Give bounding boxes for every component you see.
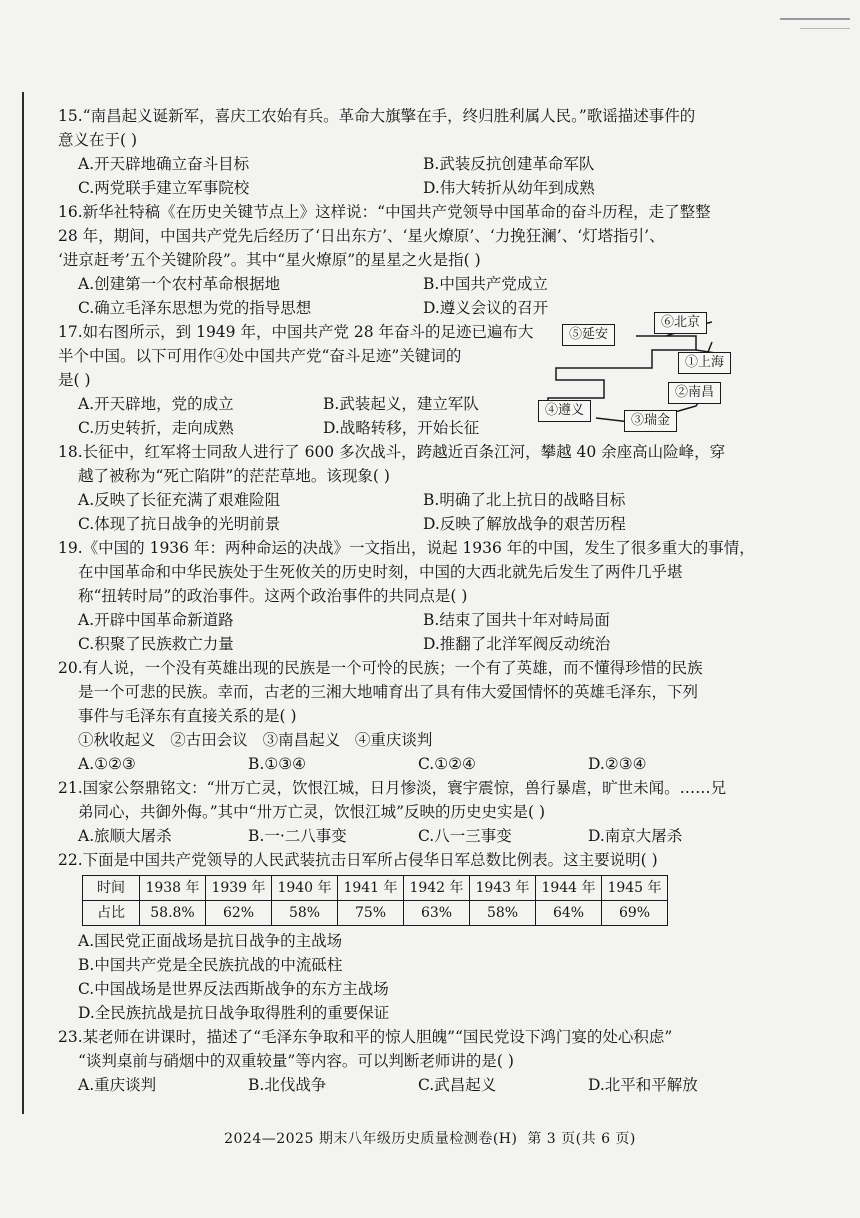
option-a[interactable]: A.国民党正面战场是抗日战争的主战场 — [78, 932, 343, 950]
question-16 — [58, 200, 758, 320]
table-cell: 69% — [602, 901, 668, 926]
route-map-figure — [536, 315, 758, 438]
option-d[interactable]: D.伟大转折从幼年到成熟 — [423, 179, 595, 197]
options — [58, 272, 758, 320]
table-cell: 58% — [272, 901, 338, 926]
table-cell: 63% — [404, 901, 470, 926]
option-a[interactable]: A.开天辟地确立奋斗目标 — [78, 155, 250, 173]
question-stem-line: 称“扭转时局”的政治事件。这两个政治事件的共同点是( ) — [78, 587, 468, 605]
table-cell: 1942 年 — [404, 876, 470, 901]
option-c[interactable]: C.①②④ — [418, 755, 476, 773]
question-stem-line: 越了被称为“死亡陷阱”的茫茫草地。该现象( ) — [78, 467, 390, 485]
options — [58, 152, 758, 200]
page-footer: 2024—2025 期末八年级历史质量检测卷(H) 第 3 页(共 6 页) — [224, 1131, 636, 1147]
map-label-shanghai: ①上海 — [678, 352, 731, 374]
table-cell: 1945 年 — [602, 876, 668, 901]
question-stem-line: 23.某老师在讲课时，描述了“毛泽东争取和平的惊人胆魄”“国民党设下鸿门宴的处心积虑” — [58, 1028, 673, 1046]
question-stem-line: 事件与毛泽东有直接关系的是( ) — [78, 707, 297, 725]
question-18 — [58, 440, 758, 536]
ratio-table — [82, 875, 668, 926]
question-21 — [58, 776, 758, 848]
table-row — [83, 901, 668, 926]
table-cell: 1943 年 — [470, 876, 536, 901]
question-stem-line: ‘进京赶考’五个关键阶段”。其中“星火燎原”的星星之火是指( ) — [58, 251, 481, 269]
question-17-text — [58, 320, 538, 392]
options — [58, 392, 558, 440]
option-d[interactable]: D.遵义会议的召开 — [423, 299, 549, 317]
question-20 — [58, 656, 758, 776]
question-stem-line: 17.如右图所示，到 1949 年，中国共产党 28 年奋斗的足迹已遍布大 — [58, 323, 534, 341]
option-c[interactable]: C.确立毛泽东思想为党的指导思想 — [78, 299, 312, 317]
option-d[interactable]: D.②③④ — [588, 755, 647, 773]
option-d[interactable]: D.反映了解放战争的艰苦历程 — [423, 515, 626, 533]
question-19 — [58, 536, 758, 656]
question-stem-line: 22.下面是中国共产党领导的人民武装抗击日军所占侵华日军总数比例表。这主要说明( ) — [58, 851, 658, 869]
options — [58, 488, 758, 536]
question-stem-line: 28 年，期间，中国共产党先后经历了‘日出东方’、‘星火燎原’、‘力挽狂澜’、‘灯塔指引’、 — [58, 227, 665, 245]
option-a[interactable]: A.创建第一个农村革命根据地 — [78, 275, 281, 293]
table-cell: 1940 年 — [272, 876, 338, 901]
option-a[interactable]: A.重庆谈判 — [78, 1076, 157, 1094]
table-cell: 64% — [536, 901, 602, 926]
binding-line — [22, 92, 24, 1114]
table-cell: 1944 年 — [536, 876, 602, 901]
table-cell: 1939 年 — [206, 876, 272, 901]
table-cell: 58% — [470, 901, 536, 926]
option-a[interactable]: A.旅顺大屠杀 — [78, 827, 172, 845]
question-stem-line: 弟同心，共御外侮。”其中“卅万亡灵，饮恨江城”反映的历史史实是( ) — [78, 803, 546, 821]
question-22 — [58, 848, 758, 1025]
map-label-nanchang: ②南昌 — [668, 382, 721, 404]
question-23 — [58, 1025, 758, 1097]
option-c[interactable]: C.体现了抗日战争的光明前景 — [78, 515, 281, 533]
option-a[interactable]: A.开天辟地，党的成立 — [78, 395, 234, 413]
table-cell: 58.8% — [140, 901, 206, 926]
option-b[interactable]: B.中国共产党成立 — [423, 275, 548, 293]
option-b[interactable]: B.中国共产党是全民族抗战的中流砥柱 — [78, 956, 343, 974]
option-c[interactable]: C.两党联手建立军事院校 — [78, 179, 250, 197]
question-stem-line: 是( ) — [58, 371, 91, 389]
question-stem-line: “谈判桌前与硝烟中的双重较量”等内容。可以判断老师讲的是( ) — [78, 1052, 514, 1070]
option-c[interactable]: C.积聚了民族救亡力量 — [78, 635, 234, 653]
question-stem-line: 在中国革命和中华民族处于生死攸关的历史时刻，中国的大西北就先后发生了两件几乎堪 — [78, 563, 683, 581]
options — [58, 752, 758, 776]
option-c[interactable]: C.八一三事变 — [418, 827, 512, 845]
question-stem-line: 是一个可悲的民族。幸而，古老的三湘大地哺育出了具有伟大爱国情怀的英雄毛泽东，下列 — [78, 683, 699, 701]
option-b[interactable]: B.①③④ — [248, 755, 307, 773]
option-d[interactable]: D.推翻了北洋军阀反动统治 — [423, 635, 611, 653]
option-d[interactable]: D.战略转移，开始长征 — [323, 419, 480, 437]
question-stem-line: 意义在于( ) — [58, 131, 138, 149]
table-cell: 1938 年 — [140, 876, 206, 901]
table-row — [83, 876, 668, 901]
question-stem-line: 21.国家公祭鼎铭文：“卅万亡灵，饮恨江城，日月惨淡，寰宇震惊，兽行暴虐，旷世未闻。……兄 — [58, 779, 727, 797]
question-list — [58, 104, 758, 1097]
option-b[interactable]: B.结束了国共十年对峙局面 — [423, 611, 610, 629]
question-stem-line: 20.有人说，一个没有英雄出现的民族是一个可怜的民族；一个有了英雄，而不懂得珍惜的民族 — [58, 659, 703, 677]
option-a[interactable]: A.①②③ — [78, 755, 136, 773]
scan-edge-mark — [800, 28, 850, 29]
table-row-label: 占比 — [83, 901, 140, 926]
option-c[interactable]: C.武昌起义 — [418, 1076, 497, 1094]
question-stem-line: 15.“南昌起义诞新军，喜庆工农始有兵。革命大旗擎在手，终归胜利属人民。”歌谣描述事件的 — [58, 107, 696, 125]
option-b[interactable]: B.明确了北上抗日的战略目标 — [423, 491, 626, 509]
table-cell: 1941 年 — [338, 876, 404, 901]
table-cell: 62% — [206, 901, 272, 926]
option-d[interactable]: D.全民族抗战是抗日战争取得胜利的重要保证 — [78, 1004, 390, 1022]
question-items: ①秋收起义 ②古田会议 ③南昌起义 ④重庆谈判 — [78, 731, 433, 749]
options — [58, 824, 758, 848]
question-stem-line: 16.新华社特稿《在历史关键节点上》这样说：“中国共产党领导中国革命的奋斗历程，走了整整 — [58, 203, 711, 221]
table-row-label: 时间 — [83, 876, 140, 901]
question-17 — [58, 315, 758, 440]
map-label-ruijin: ③瑞金 — [624, 410, 677, 432]
map-label-zunyi: ④遵义 — [538, 400, 591, 422]
scan-edge-mark — [780, 18, 850, 20]
options — [58, 1073, 758, 1097]
options — [58, 608, 758, 656]
option-b[interactable]: B.武装反抗创建革命军队 — [423, 155, 595, 173]
option-a[interactable]: A.反映了长征充满了艰难险阻 — [78, 491, 281, 509]
option-d[interactable]: D.南京大屠杀 — [588, 827, 683, 845]
option-c[interactable]: C.中国战场是世界反法西斯战争的东方主战场 — [78, 980, 389, 998]
map-label-beijing: ⑥北京 — [654, 312, 707, 334]
question-stem-line: 半个中国。以下可用作④处中国共产党“奋斗足迹”关键词的 — [58, 347, 462, 365]
option-d[interactable]: D.北平和平解放 — [588, 1076, 698, 1094]
question-15 — [58, 104, 758, 200]
table-cell: 75% — [338, 901, 404, 926]
question-stem-line: 19.《中国的 1936 年：两种命运的决战》一文指出，说起 1936 年的中国，发生了很多重大的事情， — [58, 539, 755, 557]
option-b[interactable]: B.北伐战争 — [248, 1076, 327, 1094]
question-stem-line: 18.长征中，红军将士同敌人进行了 600 多次战斗，跨越近百条江河，攀越 40 余座高山险峰，穿 — [58, 443, 726, 461]
option-b[interactable]: B.一·二八事变 — [248, 827, 347, 845]
options — [58, 929, 758, 1025]
option-a[interactable]: A.开辟中国革命新道路 — [78, 611, 234, 629]
option-b[interactable]: B.武装起义，建立军队 — [323, 395, 479, 413]
map-label-yanan: ⑤延安 — [562, 324, 615, 346]
option-c[interactable]: C.历史转折，走向成熟 — [78, 419, 234, 437]
